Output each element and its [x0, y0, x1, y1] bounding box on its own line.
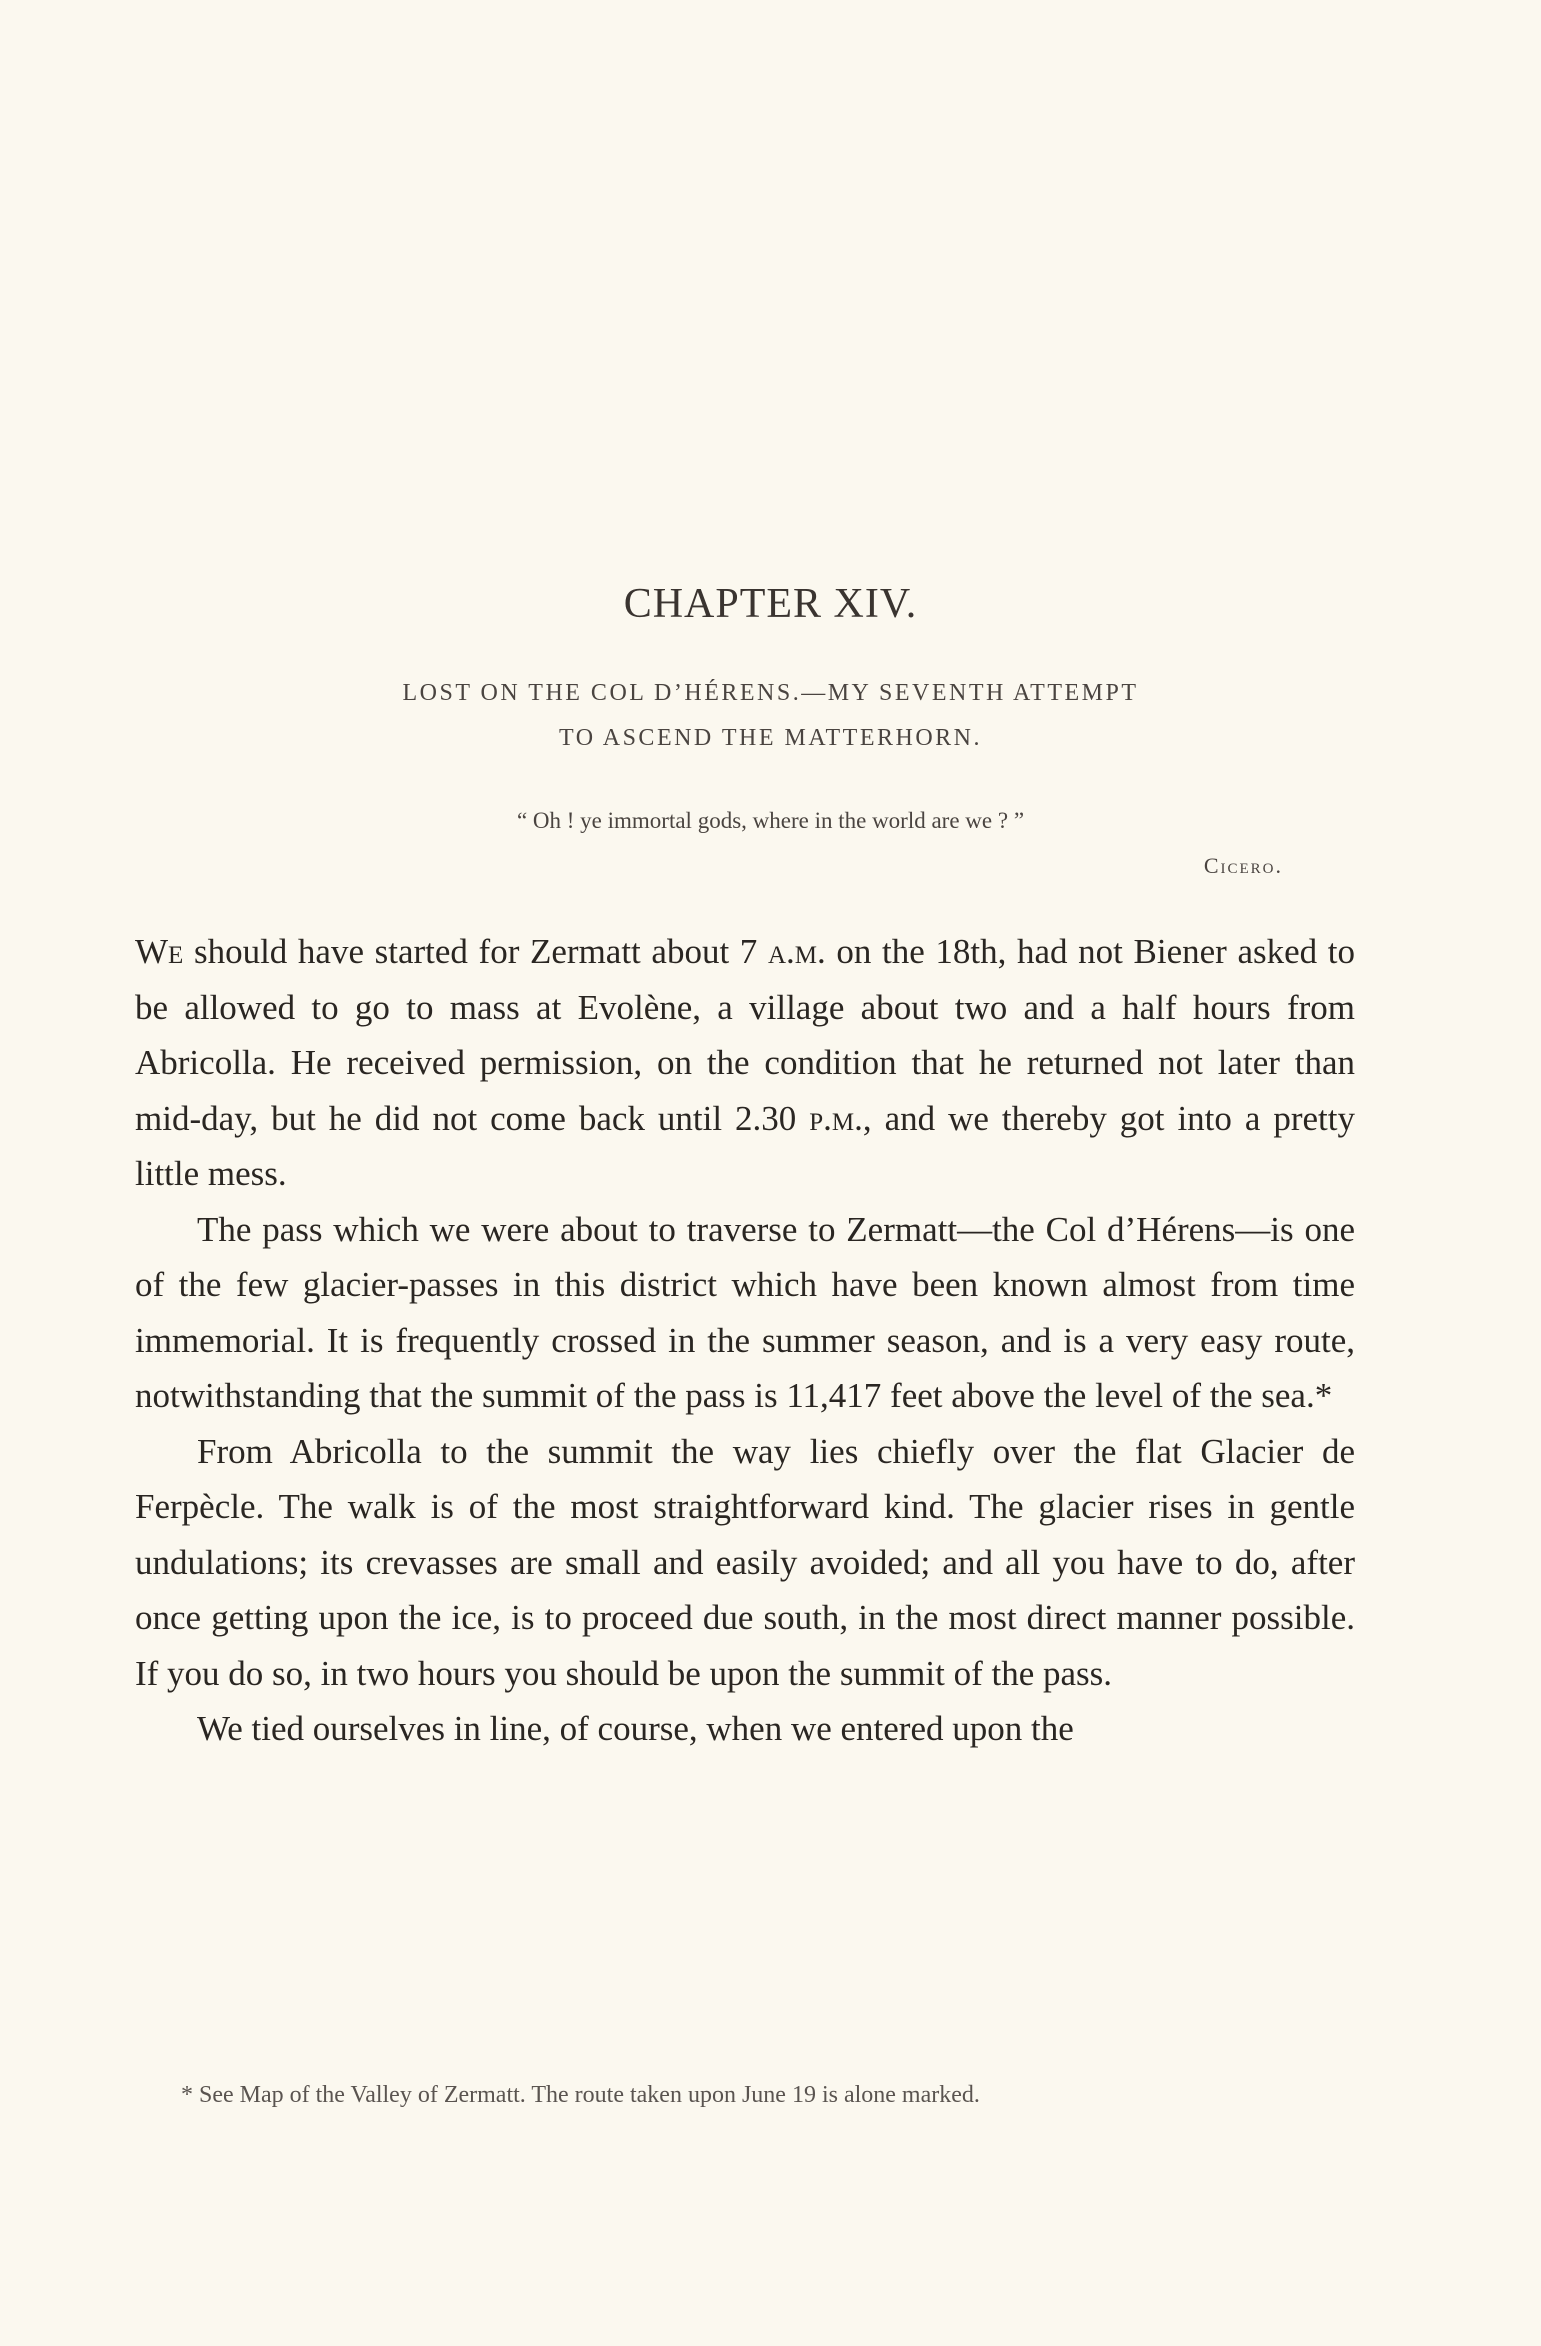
paragraph-3: From Abricolla to the summit the way lies chiefly over the flat Glacier de Ferpècle. The walk is of the most straightforward kind. The glacier rises in gentle undulations; its crevasses are small and easily avoided; and all you have to do, after once getting upon the ice, is to proceed due south, in the most direct manner possible. If you do so, in two hours you should be upon the summit of the pass. [135, 1431, 1355, 1693]
paragraph-1-text-a: should have started for Zermatt about 7 [183, 932, 768, 971]
paragraph-4: We tied ourselves in line, of course, when we entered upon the [197, 1709, 1074, 1748]
paragraph-1-text-c: , and we thereby got into a pretty little mess. [135, 1098, 1355, 1193]
body-text [135, 924, 1355, 1757]
footnote-marker: * [181, 2082, 193, 2108]
footnote-text: See Map of the Valley of Zermatt. The route taken upon June 19 is alone marked. [193, 2082, 980, 2108]
paragraph-1-text-b: on the 18th, had not Biener asked to be allowed to go to mass at Evolène, a village about two and a half hours from Abricolla. He received permission, on the condition that he returned not later than mid-day, but he did not come back until 2.30 [135, 932, 1355, 1138]
footnote [135, 2075, 1355, 2115]
chapter-subtitle-line-2: TO ASCEND THE MATTERHORN. [559, 725, 982, 751]
time-pm: p.m. [809, 1098, 863, 1138]
epigraph-author: Cicero. [1203, 853, 1283, 878]
chapter-subtitle-line-1: LOST ON THE COL D’HÉRENS.—MY SEVENTH ATTEMPT [402, 680, 1139, 706]
time-am: a.m. [767, 932, 826, 971]
opening-word: We [135, 932, 184, 971]
paragraph-1 [135, 924, 1355, 1202]
epigraph-quote: “ Oh ! ye immortal gods, where in the world are we ? ” [516, 808, 1025, 833]
chapter-title: CHAPTER XIV. [623, 581, 918, 627]
paragraph-2: The pass which we were about to traverse to Zermatt—the Col d’Hérens—is one of the few glacier-passes in this district which have been known almost from time immemorial. It is frequently crossed in the summer season, and is a very easy route, notwithstanding that the summit of the pass is 11,417 feet above the level of the sea.* [135, 1209, 1355, 1415]
